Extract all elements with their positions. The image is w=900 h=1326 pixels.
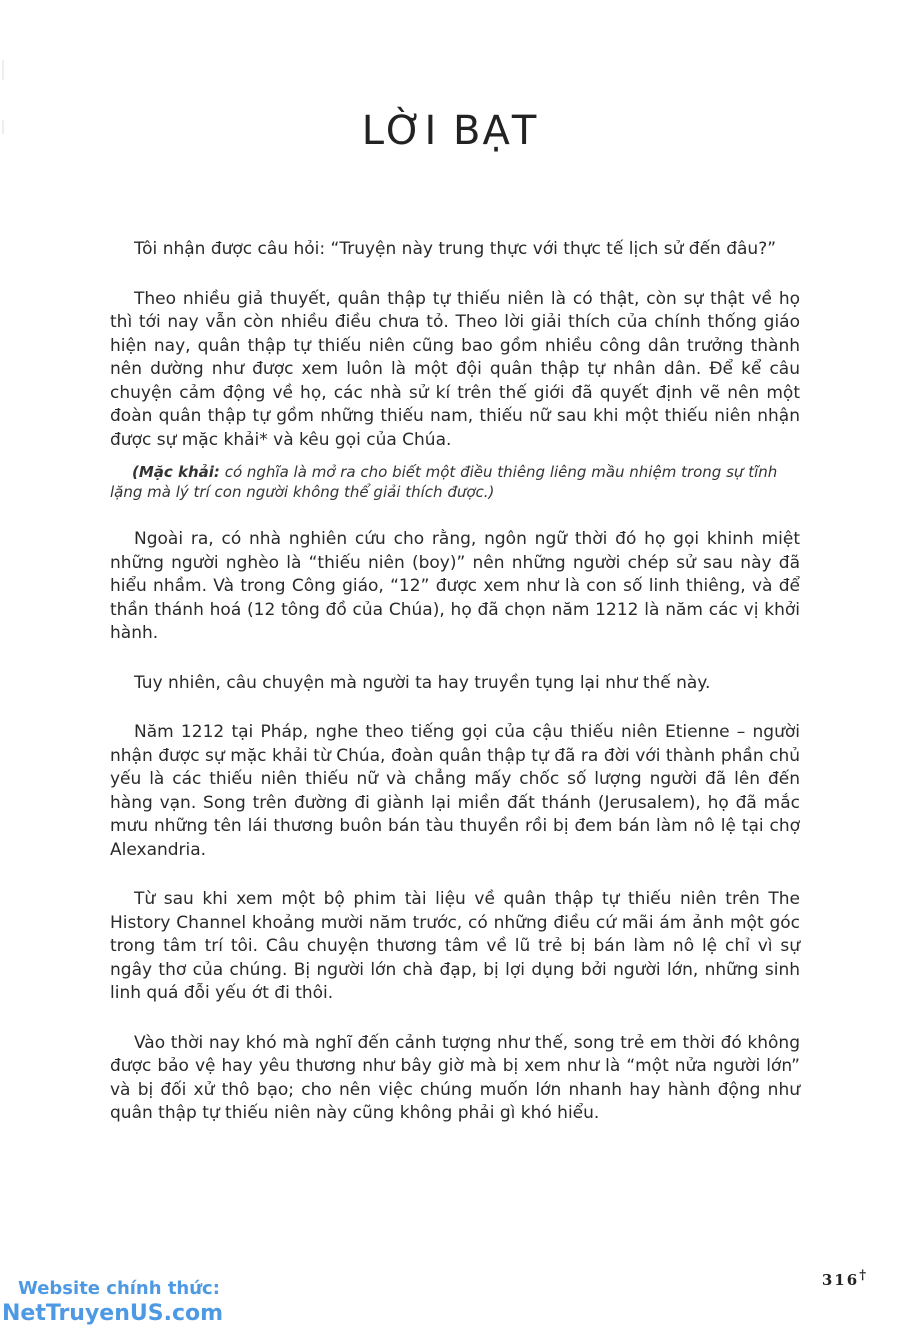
footnote-mac-khai <box>110 462 800 502</box>
footnote-text: có nghĩa là mở ra cho biết một điều thiêng liêng mầu nhiệm trong sự tĩnh lặng mà lý trí con người không thể giải thích được.) <box>110 463 778 501</box>
afterword-body <box>110 238 800 1152</box>
dagger-mark: † <box>859 1268 868 1283</box>
footnote-term: (Mặc khải: <box>132 463 220 481</box>
page-number <box>822 1268 868 1289</box>
page-title: LỜI BẠT <box>361 108 539 154</box>
paragraph-question: Tôi nhận được câu hỏi: “Truyện này trung thực với thực tế lịch sử đến đâu?” <box>134 239 777 259</box>
site-watermark <box>0 1278 223 1326</box>
watermark-site-link[interactable]: NetTruyenUS.com <box>2 1301 224 1326</box>
edge-mark <box>2 60 4 80</box>
paragraph-legend-intro: Tuy nhiên, câu chuyện mà người ta hay truyền tụng lại như thế này. <box>134 672 711 693</box>
page-number-value: 316 <box>821 1271 860 1289</box>
watermark-caption: Website chính thức: <box>18 1278 220 1299</box>
paragraph-1212: Năm 1212 tại Pháp, nghe theo tiếng gọi của cậu thiếu niên Etienne – người nhận được sự mặc khải từ Chúa, đoàn quân thập tự đã ra đời với thành phần chủ yếu là các thiếu niên thiếu nữ và chẳng mấy chốc số lượng người đã lên đến hàng vạn. Song trên đường đi giành lại miền đất thánh (Jerusalem), họ đã mắc mưu những tên lái thương buôn bán tàu thuyền rồi bị đem bán làm nô lệ tại chợ Alexandria. <box>110 722 800 860</box>
paragraph-research: Ngoài ra, có nhà nghiên cứu cho rằng, ngôn ngữ thời đó họ gọi khinh miệt những người nghèo là “thiếu niên (boy)” nên những người chép sử sau này đã hiểu nhầm. Và trong Công giáo, “12” được xem như là con số linh thiêng, và để thần thánh hoá (12 tông đồ của Chúa), họ đã chọn năm 1212 là năm các vị khởi hành. <box>110 529 800 643</box>
paragraph-modern-times: Vào thời nay khó mà nghĩ đến cảnh tượng như thế, song trẻ em thời đó không được bảo vệ hay yêu thương như bây giờ mà bị xem như là “một nửa người lớn” và bị đối xử thô bạo; cho nên việc chúng muốn lớn nhanh hay hành động như quân thập tự thiếu niên này cũng không phải gì khó hiểu. <box>110 1032 800 1123</box>
paragraph-documentary: Từ sau khi xem một bộ phim tài liệu về quân thập tự thiếu niên trên The History Channel khoảng mười năm trước, có những điều cứ mãi ám ảnh một góc trong tâm trí tôi. Câu chuyện thương tâm về lũ trẻ bị bán làm nô lệ chỉ vì sự ngây thơ của chúng. Bị người lớn chà đạp, bị lợi dụng bởi người lớn, những sinh linh quá đỗi yếu ớt đi thôi. <box>110 889 800 1003</box>
paragraph-theories: Theo nhiều giả thuyết, quân thập tự thiếu niên là có thật, còn sự thật về họ thì tới nay vẫn còn nhiều điều chưa tỏ. Theo lời giải thích của chính thống giáo hiện nay, quân thập tự thiếu niên cũng bao gồm nhiều công dân trưởng thành nên dường như được xem luôn là một đội quân thập tự nhân dân. Để kể câu chuyện cảm động về họ, các nhà sử kí trên thế giới đã quyết định vẽ nên một đoàn quân thập tự gồm những thiếu nam, thiếu nữ sau khi một thiếu niên nhận được sự mặc khải* và kêu gọi của Chúa. <box>110 288 800 450</box>
